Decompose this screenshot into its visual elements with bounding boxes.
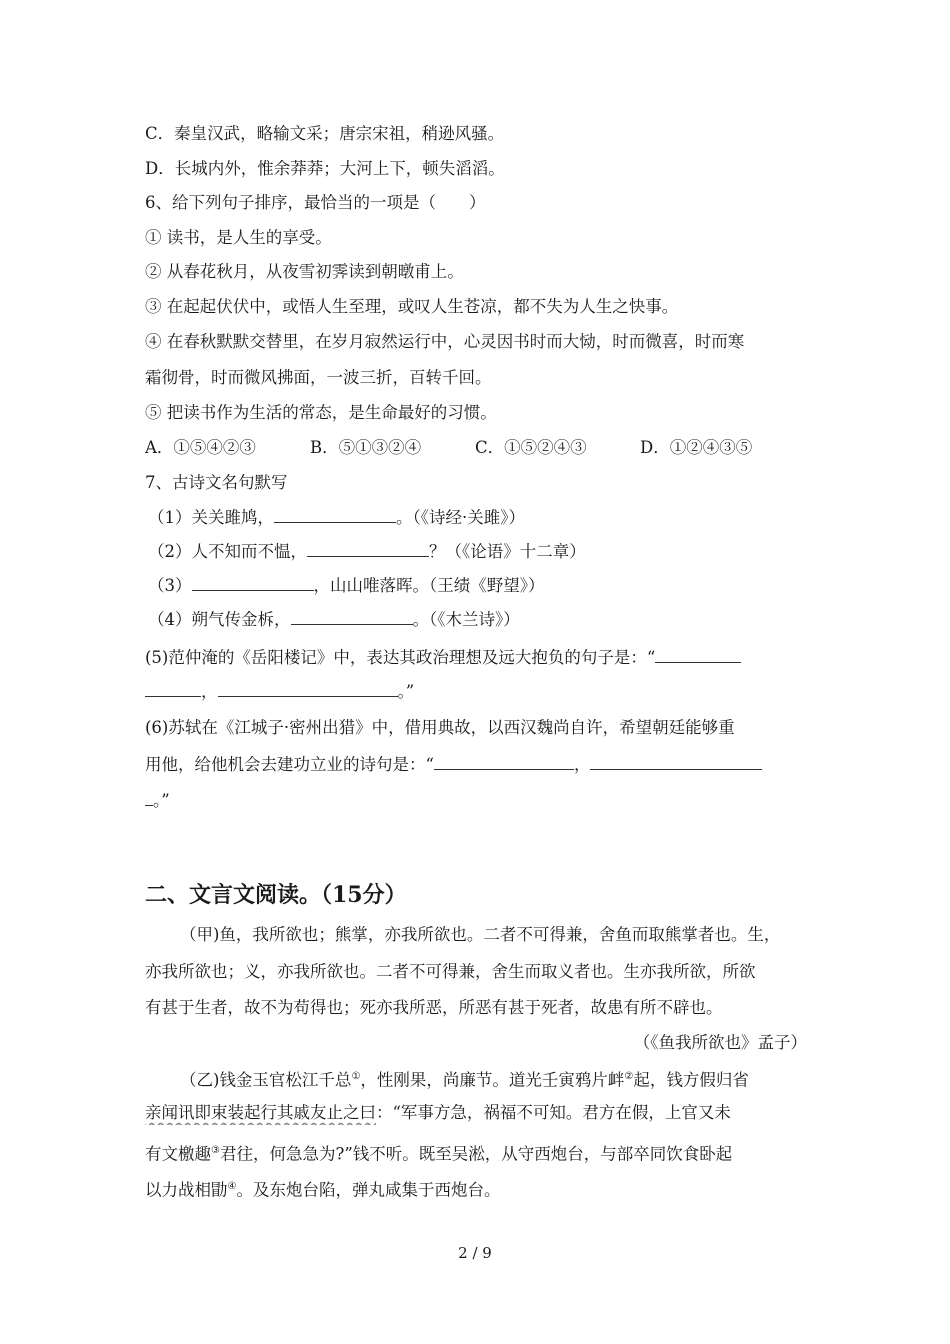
answer-blank[interactable] — [218, 679, 398, 697]
footnote-marker: ③ — [211, 1145, 220, 1156]
q7-item-5-line2: ， 。” — [145, 679, 815, 704]
q7-item-6-line3: 。” — [145, 788, 815, 813]
q6-sentence-1: ① 读书，是人生的享受。 — [145, 228, 332, 247]
section-heading: 二、文言文阅读。（15分） — [145, 882, 407, 908]
q7-item-6-line1: (6)苏轼在《江城子·密州出猎》中，借用典故，以西汉魏尚自许，希望朝廷能够重 — [145, 718, 735, 737]
q7-item-1: （1）关关雎鸠， 。（《诗经·关雎》） — [148, 505, 818, 530]
q6-sentence-4-line1: ④ 在春秋默默交替里，在岁月寂然运行中，心灵因书时而大恸，时而微喜，时而寒 — [145, 332, 745, 351]
passage-yi-line1: （乙)钱金玉官松江千总①，性刚果，尚廉节。道光壬寅鸦片衅②起，钱方假归省 — [180, 1070, 749, 1090]
q6-sentence-2: ② 从春花秋月，从夜雪初霁读到朝暾甫上。 — [145, 262, 464, 281]
q7-item-4: （4）朔气传金柝， 。（《木兰诗》） — [148, 607, 818, 632]
answer-blank[interactable] — [655, 645, 741, 663]
q7-item-6-line2: 用他，给他机会去建功立业的诗句是：“ ， — [145, 752, 815, 777]
answer-blank[interactable] — [274, 505, 396, 523]
passage-jia-line1: （甲)鱼，我所欲也；熊掌，亦我所欲也。二者不可得兼，舍鱼而取熊掌者也。生， — [180, 925, 781, 944]
answer-blank[interactable] — [307, 539, 429, 557]
q6-option-d: D．①②④③⑤ — [640, 438, 753, 457]
footnote-marker: ② — [624, 1071, 634, 1082]
passage-jia-source: （《鱼我所欲也》孟子） — [633, 1033, 807, 1052]
passage-yi-line3: 有文檄趣③君往，何急急为?”钱不听。既至吴淞，从守西炮台，与部卒同饮食卧起 — [145, 1144, 733, 1164]
q6-option-b: B．⑤①③②④ — [310, 438, 422, 457]
q6-option-a: A．①⑤④②③ — [145, 438, 256, 457]
q7-item-3: （3） ，山山唯落晖。（王绩《野望》） — [148, 573, 818, 598]
answer-blank[interactable] — [590, 752, 762, 770]
footnote-marker: ① — [351, 1071, 361, 1082]
q6-options — [145, 436, 815, 460]
q7-stem: 7、古诗文名句默写 — [145, 473, 288, 492]
answer-blank[interactable] — [434, 752, 574, 770]
q5-option-d: D．长城内外，惟余莽莽；大河上下，顿失滔滔。 — [145, 159, 505, 178]
answer-blank[interactable] — [291, 607, 413, 625]
footnote-marker: ④ — [227, 1181, 237, 1192]
q5-option-c: C．秦皇汉武，略输文采；唐宗宋祖，稍逊风骚。 — [145, 124, 505, 143]
page-number: 2 / 9 — [458, 1244, 492, 1262]
q7-item-2: （2）人不知而不愠， ？（《论语》十二章） — [148, 539, 818, 564]
answer-blank[interactable] — [192, 573, 314, 591]
answer-blank[interactable] — [145, 679, 201, 697]
q6-sentence-4-line2: 霜彻骨，时而微风拂面，一波三折，百转千回。 — [145, 368, 492, 387]
q6-sentence-5: ⑤ 把读书作为生活的常态，是生命最好的习惯。 — [145, 403, 497, 422]
q7-item-5-line1: (5)范仲淹的《岳阳楼记》中，表达其政治理想及远大抱负的句子是：“ — [145, 645, 815, 670]
passage-jia-line3: 有甚于生者，故不为苟得也；死亦我所恶，所恶有甚于死者，故患有所不辟也。 — [145, 998, 723, 1017]
q6-option-c: C．①⑤②④③ — [475, 438, 587, 457]
wavy-underlined-text: 亲闻讯即束装起行其戚友止之曰 — [145, 1103, 376, 1122]
passage-yi-line2: 亲闻讯即束装起行其戚友止之曰：“军事方急，祸福不可知。君方在假，上官又未 — [145, 1103, 731, 1122]
passage-jia-line2: 亦我所欲也；义，亦我所欲也。二者不可得兼，舍生而取义者也。生亦我所欲，所欲 — [145, 962, 756, 981]
q6-sentence-3: ③ 在起起伏伏中，或悟人生至理，或叹人生苍凉，都不失为人生之快事。 — [145, 297, 679, 316]
answer-blank[interactable] — [145, 788, 153, 806]
passage-yi-line4: 以力战相勖④。及东炮台陷，弹丸咸集于西炮台。 — [145, 1180, 501, 1200]
q6-stem: 6、给下列句子排序，最恰当的一项是（ ） — [145, 193, 486, 212]
